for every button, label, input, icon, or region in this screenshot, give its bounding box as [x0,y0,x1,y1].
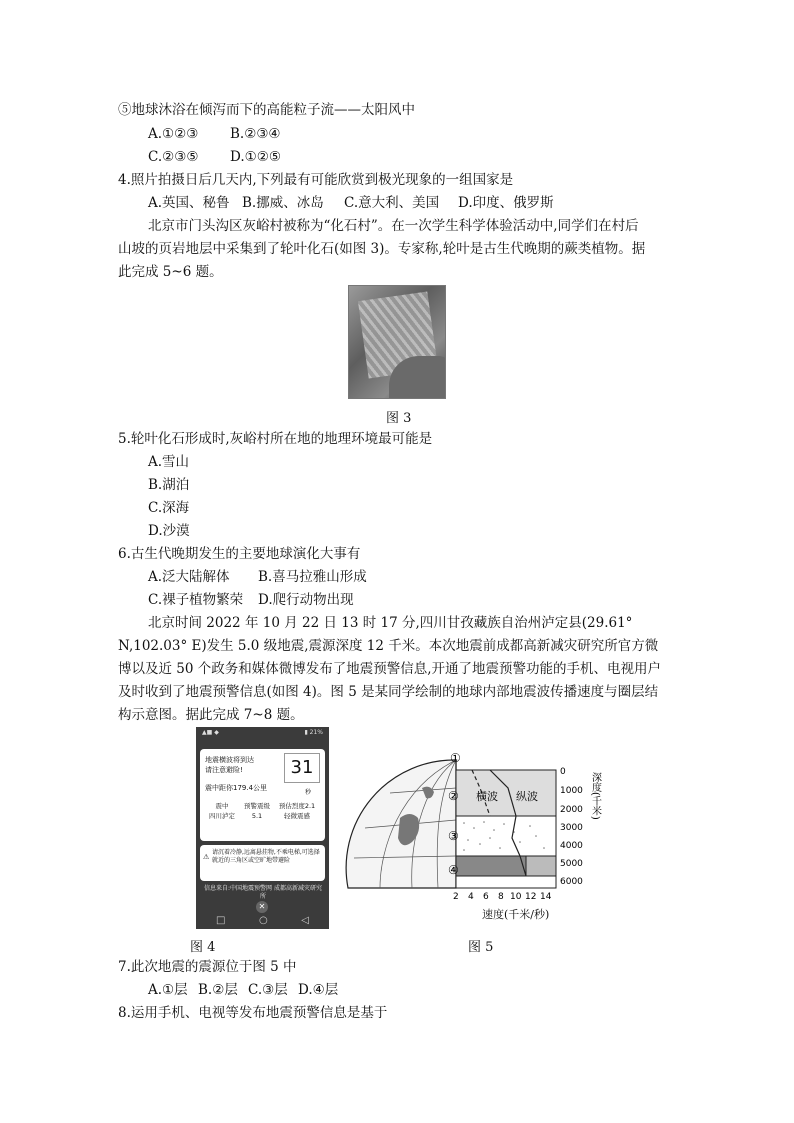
q8-stem: 8.运用手机、电视等发布地震预警信息是基于 [118,1005,388,1021]
alert-headline-1: 地震横波将到达 [205,756,254,764]
back-icon[interactable]: ◁ [301,915,309,926]
layer-1-label: ① [450,751,461,765]
q5-stem: 5.轮叶化石形成时,灰峪村所在地的地理环境最可能是 [118,431,433,447]
depth-axis-title: 深度(千米) [589,772,601,820]
countdown: 31 [284,753,320,783]
speed-tick: 8 [498,892,504,902]
label-magnitude: 预警震级 [244,802,270,810]
q7-option-c: C.③层 [248,982,288,998]
home-icon[interactable]: ○ [259,915,268,926]
fig5-caption: 图 5 [468,940,494,955]
q4-option-d: D.印度、俄罗斯 [458,195,554,211]
passage-quake-3: 博以及近 50 个政务和媒体微博发布了地震预警信息,开通了地震预警功能的手机、电视用户 [118,661,662,677]
speed-tick: 14 [540,892,552,902]
layer-section [456,770,556,888]
passage-quake-4: 及时收到了地震预警信息(如图 4)。图 5 是某同学绘制的地球内部地震波传播速度与圈层结 [118,684,659,700]
depth-tick: 2000 [560,805,583,815]
q4-option-b: B.挪威、冰岛 [242,195,324,211]
fossil-photo [348,285,446,399]
fig3-caption: 图 3 [386,411,412,426]
s-wave-label: 横波 [476,790,498,803]
safety-tip-text: 请沉着冷静,远离悬挂物,不乘电梯,可选择就近的三角区或空旷地带避险 [212,849,320,864]
layer-4-label: ④ [448,863,459,877]
q7-option-b: B.②层 [198,982,238,998]
q7-option-d: D.④层 [298,982,339,998]
earth-interior-diagram [340,748,610,904]
q3-option-b: B.②③④ [230,126,281,142]
speed-tick: 2 [453,892,459,902]
fig4-caption: 图 4 [190,940,216,955]
q5-option-c: C.深海 [148,500,190,516]
depth-tick: 5000 [560,859,583,869]
depth-tick: 1000 [560,786,583,796]
q7-stem: 7.此次地震的震源位于图 5 中 [118,959,297,975]
depth-tick: 0 [560,767,566,777]
passage-fossil-1: 北京市门头沟区灰峪村被称为“化石村”。在一次学生科学体验活动中,同学们在村后 [148,218,639,234]
q4-option-c: C.意大利、美国 [344,195,440,211]
speed-tick: 6 [483,892,489,902]
q5-option-a: A.雪山 [148,454,190,470]
q6-option-a: A.泛大陆解体 [148,569,230,585]
passage-fossil-3: 此完成 5~6 题。 [118,264,223,280]
info-source: 信息来自:中国地震预警网 成都高新减灾研究所 [204,885,322,900]
phone-status-bar [202,729,323,739]
q6-stem: 6.古生代晚期发生的主要地球演化大事有 [118,546,361,562]
label-intensity: 预估烈度2.1 [278,802,316,810]
q3-statement-5: ⑤地球沐浴在倾泻而下的高能粒子流——太阳风中 [118,102,415,118]
speed-axis-title: 速度(千米/秒) [482,908,550,921]
passage-quake-1: 北京时间 2022 年 10 月 22 日 13 时 17 分,四川甘孜藏族自治州泸定县(29.61° [148,615,633,631]
battery-icon: ▮ 21% [304,729,323,736]
depth-tick: 4000 [560,841,583,851]
q3-option-c: C.②③⑤ [148,149,199,165]
q5-option-b: B.湖泊 [148,477,190,493]
value-epicenter: 四川泸定 [209,812,235,820]
value-intensity: 轻微震感 [284,812,310,820]
depth-tick: 3000 [560,823,583,833]
signal-icon: ▲■ ◆ [202,729,219,736]
q5-option-d: D.沙漠 [148,523,190,539]
warning-icon: ⚠ [203,853,210,861]
globe [346,760,456,888]
p-wave-label: 纵波 [516,790,538,803]
q3-option-a: A.①②③ [148,126,199,142]
layer-3-label: ③ [448,829,459,843]
seconds-label: 秒 [304,789,311,796]
android-nav-bar [216,915,309,926]
q7-option-a: A.①层 [148,982,188,998]
phone-alert-screenshot [196,727,329,929]
safety-tip-card [200,845,325,881]
q3-option-d: D.①②⑤ [230,149,281,165]
speed-tick: 4 [468,892,474,902]
q4-stem: 4.照片拍摄日后几天内,下列最有可能欣赏到极光现象的一组国家是 [118,172,514,188]
passage-quake-2: N,102.03° E)发生 5.0 级地震,震源深度 12 千米。本次地震前成都高新减灾研究所官方微 [118,638,659,654]
value-magnitude: 5.1 [251,812,263,820]
alert-headline [205,755,254,775]
recent-apps-icon[interactable]: □ [216,915,226,926]
passage-fossil-2: 山坡的页岩地层中采集到了轮叶化石(如图 3)。专家称,轮叶是古生代晚期的蕨类植物。据 [118,241,646,257]
depth-tick: 6000 [560,877,583,887]
speed-tick: 10 [510,892,522,902]
q6-option-b: B.喜马拉雅山形成 [258,569,367,585]
distance-text: 震中距你179.4公里 [205,784,268,792]
q4-option-a: A.英国、秘鲁 [148,195,230,211]
layer-2-label: ② [448,789,459,803]
alert-info-grid [205,801,321,821]
label-epicenter: 震中 [215,802,229,810]
speed-tick: 12 [525,892,537,902]
q6-option-d: D.爬行动物出现 [258,592,354,608]
alert-headline-2: 请注意避险! [205,766,243,774]
passage-quake-5: 构示意图。据此完成 7~8 题。 [118,707,304,723]
close-icon[interactable]: ✕ [256,901,268,913]
alert-card [200,749,325,841]
q6-option-c: C.裸子植物繁荣 [148,592,244,608]
